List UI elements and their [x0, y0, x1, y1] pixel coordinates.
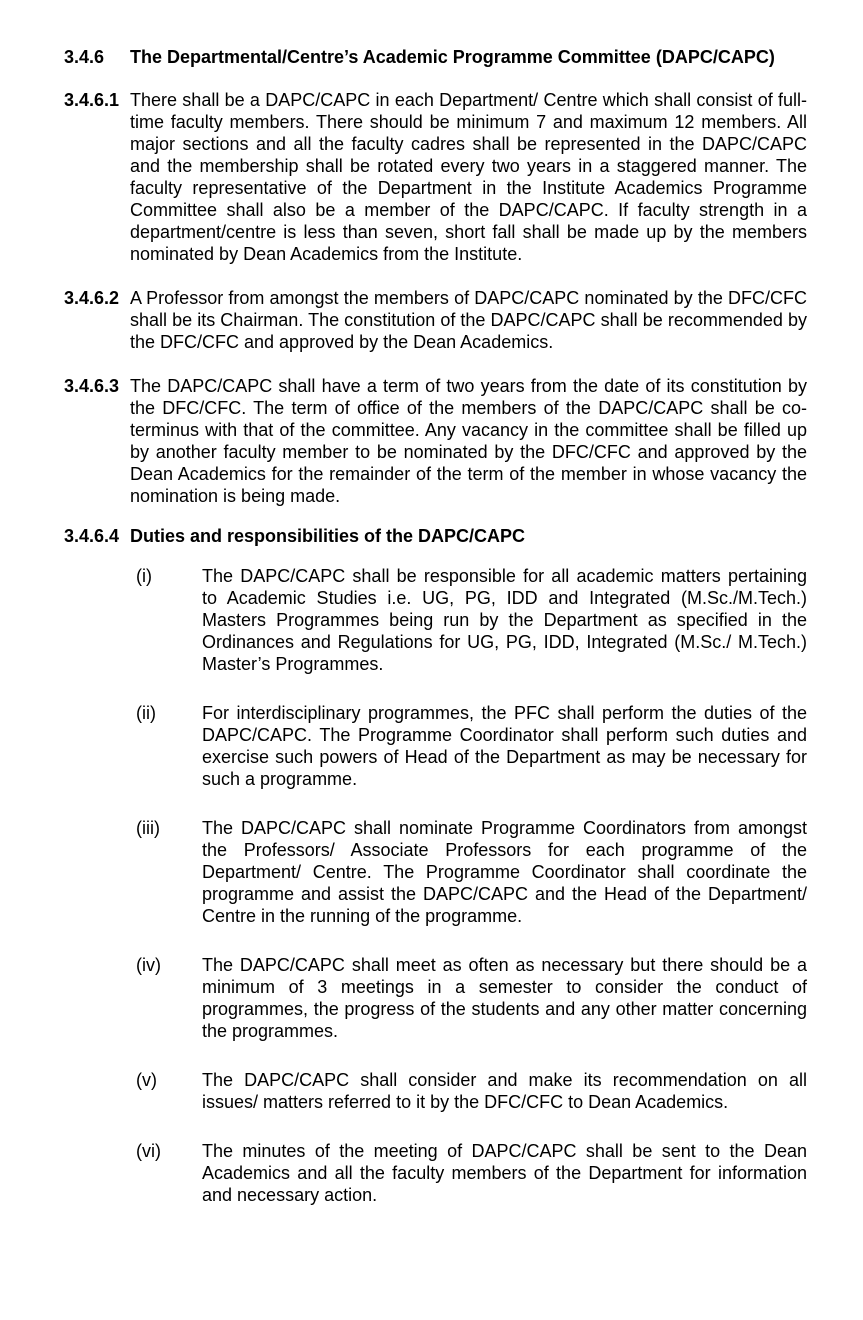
section-paragraph-text: A Professor from amongst the members of DAPC/CAPC nominated by the DFC/CFC shall be its Chairman. The constitution of the DAPC/CAPC shall be recommended by the DFC/CFC and approved by the Dean Academics.: [130, 288, 807, 352]
list-item-text: For interdisciplinary programmes, the PFC shall perform the duties of the DAPC/CAPC. The Programme Coordinator shall perform such duties and exercise such powers of Head of the Department as may be necessary for such a programme.: [202, 703, 807, 789]
list-item-i: [130, 565, 807, 675]
list-item-marker: (vi): [136, 1141, 161, 1161]
section-paragraph-text: The DAPC/CAPC shall have a term of two years from the date of its constitution by the DFC/CFC. The term of office of the members of the DAPC/CAPC shall be co-terminus with that of the committee. Any vacancy in the committee shall be filled up by another faculty member to be nominated by the DFC/​CFC and approved by the Dean Academics for the remainder of the term of the member in whose vacancy the nomination is being made.: [130, 376, 807, 506]
section-number: 3.4.6.4: [64, 526, 120, 546]
list-item-marker: (ii): [136, 703, 156, 723]
list-item-iii: [130, 817, 807, 927]
list-item-v: [130, 1069, 807, 1113]
section-3-4-6: [64, 46, 807, 68]
list-item-iv: [130, 954, 807, 1042]
list-item-marker: (i): [136, 566, 152, 586]
duties-list: [130, 565, 807, 1206]
section-3-4-6-3: [64, 375, 807, 507]
section-3-4-6-2: [64, 287, 807, 353]
list-item-text: The minutes of the meeting of DAPC/CAPC shall be sent to the Dean Academics and all the faculty members of the Department for information and necessary action.: [202, 1141, 807, 1205]
list-item-text: The DAPC/CAPC shall meet as often as necessary but there should be a minimum of 3 meetings in a semester to consider the conduct of programmes, the progress of the students and any other matter concerning the programmes.: [202, 955, 807, 1041]
list-item-text: The DAPC/CAPC shall nominate Programme Coordinators from amongst the Professors/ Associate Professors for each programme of the Department/ Centre. The Programme Coordinator shall coordinate the programme and assist the DAPC/CAPC and the Head of the Department/ Centre in the running of the programme.: [202, 818, 807, 926]
list-item-vi: [130, 1140, 807, 1206]
section-number: 3.4.6: [64, 47, 105, 67]
list-item-marker: (iii): [136, 818, 160, 838]
section-heading-text: The Departmental/Centre’s Academic Programme Committee (DAPC/​CAPC): [130, 47, 775, 67]
section-number: 3.4.6.1: [64, 90, 120, 110]
section-3-4-6-4: [64, 525, 807, 547]
section-subheading-text: Duties and responsibilities of the DAPC/CAPC: [130, 526, 526, 546]
list-item-text: The DAPC/CAPC shall consider and make its recommendation on all issues/ matters referred to it by the DFC/CFC to Dean Academics.: [202, 1070, 807, 1112]
section-paragraph-text: There shall be a DAPC/CAPC in each Department/ Centre which shall consist of full-time faculty members. There should be minimum 7 and maximum 12 members. All major sections and all the faculty cadres shall be represented in the DAPC/CAPC and the membership shall be rotated every two years in a staggered manner. The faculty representative of the Department in the Institute Academics Programme Committee shall also be a member of the DAPC/CAPC. If faculty strength in a department/centre is less than seven, short fall shall be made up by the members nominated by Dean Academics from the Institute.: [130, 90, 807, 264]
list-item-marker: (v): [136, 1070, 157, 1090]
list-item-marker: (iv): [136, 955, 161, 975]
section-number: 3.4.6.2: [64, 288, 120, 308]
section-3-4-6-1: [64, 89, 807, 265]
list-item-ii: [130, 702, 807, 790]
list-item-text: The DAPC/CAPC shall be responsible for all academic matters pertaining to Academic Studies i.e. UG, PG, IDD and Integrated (M.Sc./M.Tech.) Masters Programmes being run by the Department as specified in the Ordinances and Regulations for UG, PG, IDD, Integrated (M.Sc./ M.Tech.) Master’s Programmes.: [202, 566, 807, 674]
section-number: 3.4.6.3: [64, 376, 120, 396]
